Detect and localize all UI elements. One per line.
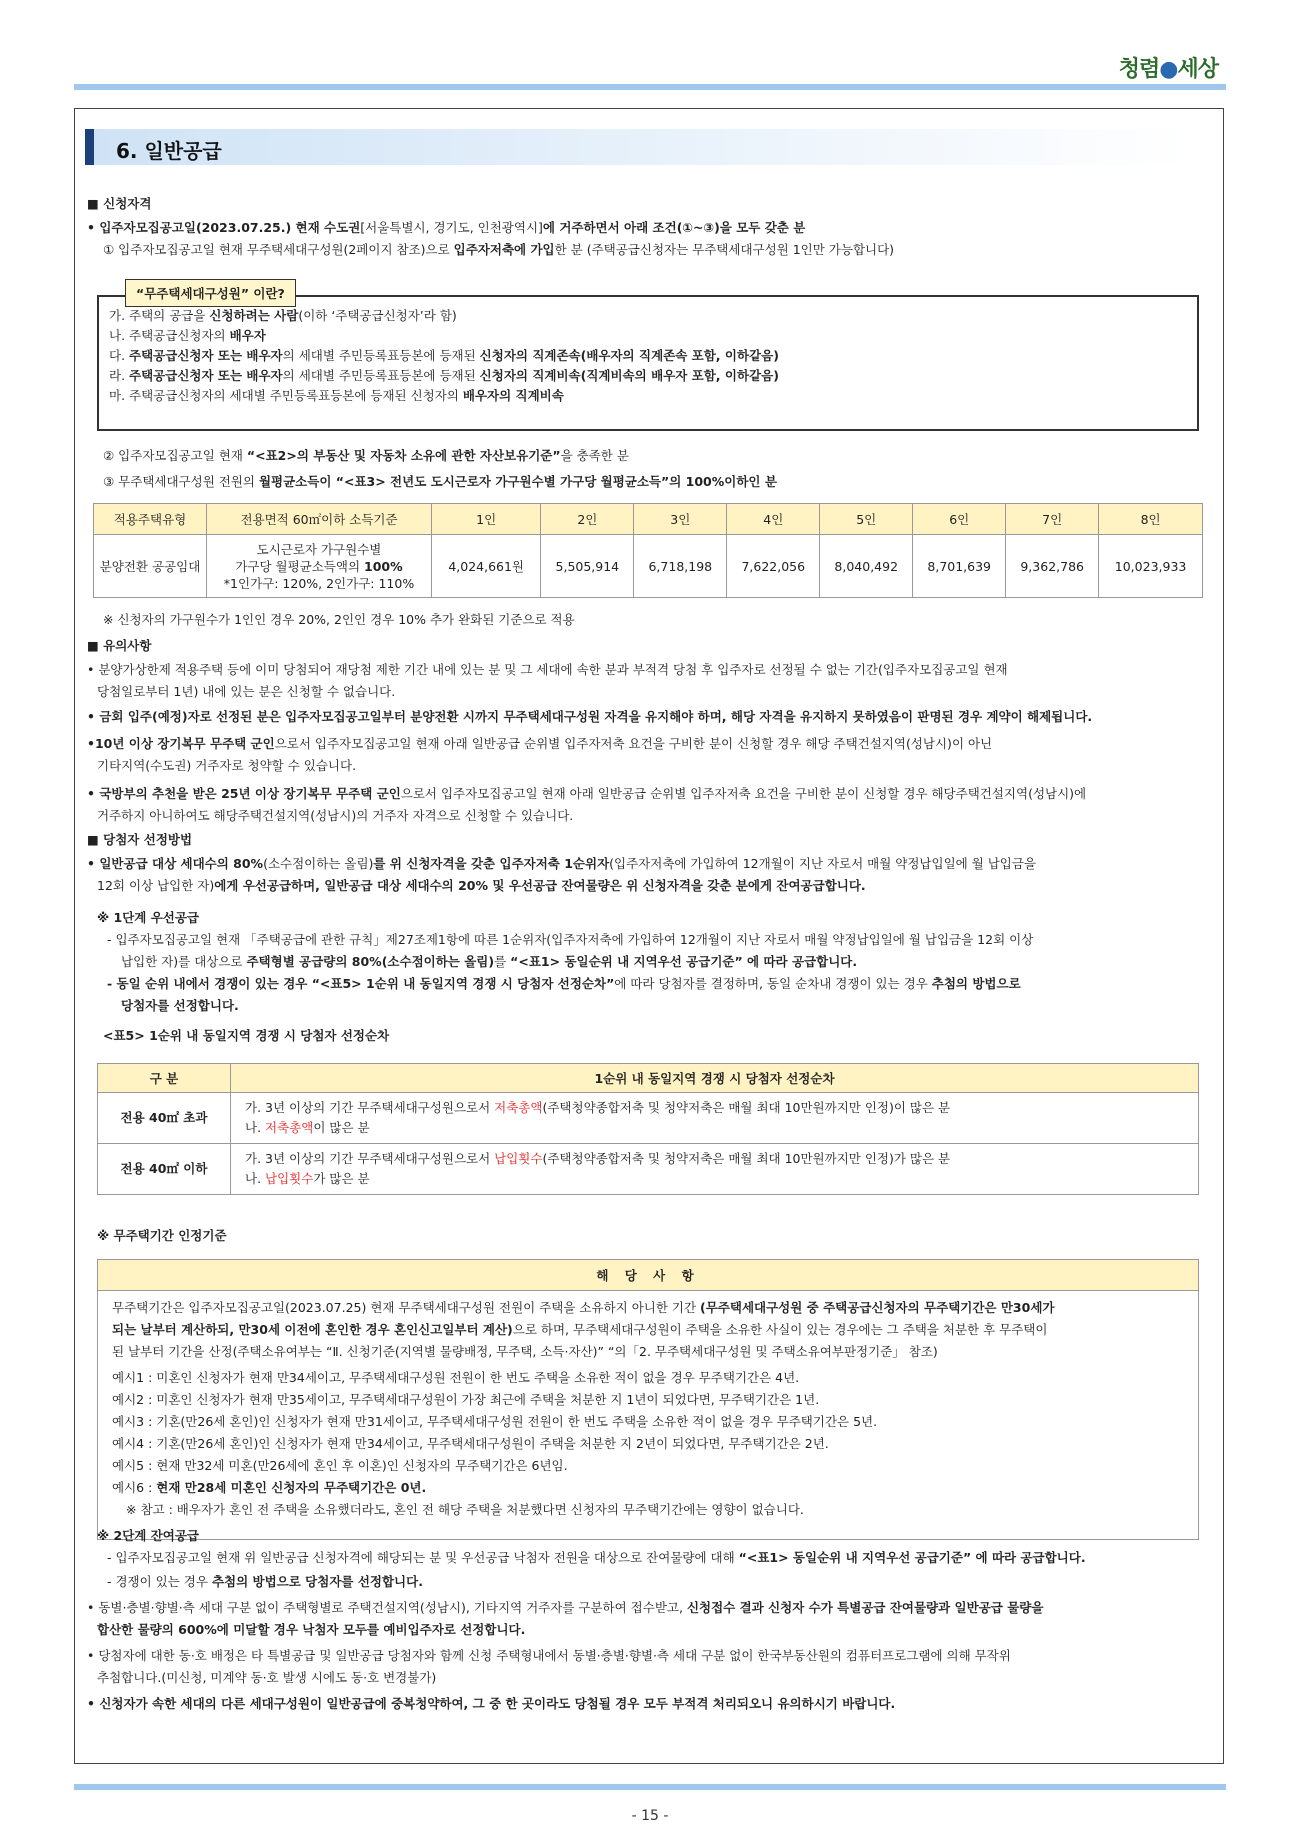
- nohouse-heading: ※ 무주택기간 인정기준: [97, 1228, 227, 1243]
- caution-p3: •10년 이상 장기복무 무주택 군인으로서 입주자모집공고일 현재 아래 일반공급 순위별 입주자저축 요건을 구비한 분이 신청할 경우 해당 주택건설지역(성남시)이 아닌: [87, 736, 993, 751]
- table5: 구 분 1순위 내 동일지역 경쟁 시 당첨자 선정순차 전용 40㎡ 초과 가. 3년 이상의 기간 무주택세대구성원으로서 저축총액(주택청약종합저축 및 청약저축은 매월 최대 10만원까지만 인정)이 많은 분 나. 저축총액이 많은 분 전용 40㎡ 이하 가. 3년 이상의 기간 무주택세대구성원으로서 납입횟수(주택청약종합저축 및 청약저축은 매월 최대 10만원까지만 인정)가 많은 분 나. 납입횟수가 많은 분: [97, 1063, 1199, 1195]
- condition-3: ③ 무주택세대구성원 전원의 월평균소득이 “<표3> 전년도 도시근로자 가구원수별 가구당 월평균소득”의 100%이하인 분: [103, 474, 777, 489]
- page-number: - 15 -: [631, 1808, 669, 1824]
- table5-caption: <표5> 1순위 내 동일지역 경쟁 시 당첨자 선정순차: [103, 1028, 390, 1043]
- footer-rule: [74, 1784, 1226, 1790]
- section-title-bar: [85, 129, 1191, 165]
- stage2-line: - 입주자모집공고일 현재 위 일반공급 신청자격에 해당되는 분 및 우선공급 낙첨자 전원을 대상으로 잔여물량에 대해 “<표1> 동일순위 내 지역우선 공급기준” 에 따라 공급합니다.: [107, 1550, 1086, 1565]
- caution-p1: • 분양가상한제 적용주택 등에 이미 당첨되어 재당첨 제한 기간 내에 있는 분 및 그 세대에 속한 분과 부적격 당첨 후 입주자로 선정될 수 없는 기간(입주자모집공고일 현재: [87, 662, 1008, 677]
- stage1-line: 납입한 자)를 대상으로 주택형별 공급량의 80%(소수점이하는 올림)를 “<표1> 동일순위 내 지역우선 공급기준” 에 따라 공급합니다.: [121, 954, 858, 969]
- stage2-heading: ※ 2단계 잔여공급: [97, 1528, 200, 1543]
- selection-p1: • 일반공급 대상 세대수의 80%(소수점이하는 올림)를 위 신청자격을 갖춘 입주자저축 1순위자(입주자저축에 가입하여 12개월이 지난 자로서 매월 약정납입일에 월 납입금을: [87, 856, 1037, 871]
- table-row: 분양전환 공공임대 도시근로자 가구원수별 가구당 월평균소득액의 100% *1인가구: 120%, 2인가구: 110% 4,024,661원 5,505,914 6,718,198 7,622,056 8,040,492 8,701,639 9,362,786 10,023,933: [94, 535, 1203, 598]
- stage1-line: - 입주자모집공고일 현재 「주택공급에 관한 규칙」제27조제1항에 따른 1순위자(입주자저축에 가입하여 12개월이 지난 자로서 매월 약정납입일에 월 납입금을 12회 이상: [107, 932, 1034, 947]
- selection-p2-cont: 합산한 물량의 600%에 미달할 경우 낙첨자 모두를 예비입주자로 선정합니다.: [97, 1622, 526, 1637]
- caution-p2: • 금회 입주(예정)자로 선정된 분은 입주자모집공고일부터 분양전환 시까지 무주택세대구성원 자격을 유지해야 하며, 해당 자격을 유지하지 못하였음이 판명된 경우 계약이 해제됩니다.: [87, 709, 1093, 724]
- selection-p1-cont: 12회 이상 납입한 자)에게 우선공급하며, 일반공급 대상 세대수의 20% 및 우선공급 잔여물량은 위 신청자격을 갖춘 분에게 잔여공급합니다.: [97, 878, 866, 893]
- qualification-heading: ■ 신청자격: [87, 196, 152, 211]
- stage1-line: - 동일 순위 내에서 경쟁이 있는 경우 “<표5> 1순위 내 동일지역 경쟁 시 당첨자 선정순차”에 따라 당첨자를 결정하며, 동일 순차내 경쟁이 있는 경우 추첨의 방법으로: [107, 976, 1021, 991]
- selection-p4: • 신청자가 속한 세대의 다른 세대구성원이 일반공급에 중복청약하여, 그 중 한 곳이라도 당첨될 경우 모두 부적격 처리되오니 유의하시기 바랍니다.: [87, 1696, 896, 1711]
- definition-item: 라. 주택공급신청자 또는 배우자의 세대별 주민등록표등본에 등재된 신청자의 직계비속(직계비속의 배우자 포함, 이하같음): [109, 368, 779, 383]
- stage2-line: - 경쟁이 있는 경우 추첨의 방법으로 당첨자를 선정합니다.: [107, 1574, 423, 1589]
- definition-label: “무주택세대구성원” 이란?: [125, 279, 296, 307]
- income-note: ※ 신청자의 가구원수가 1인인 경우 20%, 2인인 경우 10% 추가 완화된 기준으로 적용: [103, 612, 575, 627]
- definition-item: 나. 주택공급신청자의 배우자: [109, 328, 266, 343]
- selection-p3: • 당첨자에 대한 동·호 배정은 타 특별공급 및 일반공급 당첨자와 함께 신청 주택형내에서 동별·층별·향별·측 세대 구분 없이 한국부동산원의 컴퓨터프로그램에 의해 무작위: [87, 1648, 1011, 1663]
- caution-p4-cont: 거주하지 아니하여도 해당주택건설지역(성남시)의 거주자 자격으로 신청할 수 있습니다.: [97, 808, 574, 823]
- nohouse-table: 해 당 사 항 무주택기간은 입주자모집공고일(2023.07.25) 현재 무주택세대구성원 전원이 주택을 소유하지 아니한 기간 (무주택세대구성원 중 주택공급신청자의 무주택기간은 만30세가 되는 날부터 계산하되, 만30세 이전에 혼인한 경우 혼인신고일부터 계산)으로 하며, 무주택세대구성원이 주택을 소유한 사실이 있는 경우에는 그 주택을 처분한 후 무주택이 된 날부터 기간을 산정(주택소유여부는 “Ⅱ. 신청기준(지역별 물량배정, 무주택, 소득·자산)” “의「2. 무주택세대구성원 및 주택소유여부판정기준」 참조) 예시1 : 미혼인 신청자가 현재 만34세이고, 무주택세대구성원 전원이 한 번도 주택을 소유한 적이 없을 경우 무주택기간은 4년. 예시2 : 미혼인 신청자가 현재 만35세이고, 무주택세대구성원이 가장 최근에 주택을 처분한 지 1년이 되었다면, 무주택기간은 1년. 예시3 : 기혼(만26세 혼인)인 신청자가 현재 만31세이고, 무주택세대구성원 전원이 한 번도 주택을 소유한 적이 없을 경우 무주택기간은 5년. 예시4 : 기혼(만26세 혼인)인 신청자가 현재 만34세이고, 무주택세대구성원이 주택을 처분한 지 2년이 되었다면, 무주택기간은 2년. 예시5 : 현재 만32세 미혼(만26세에 혼인 후 이혼)인 신청자의 무주택기간은 6년임. 예시6 : 현재 만28세 미혼인 신청자의 무주택기간은 0년. ※ 참고 : 배우자가 혼인 전 주택을 소유했더라도, 혼인 전 해당 주택을 처분했다면 신청자의 무주택기간에는 영향이 없습니다.: [97, 1259, 1199, 1540]
- condition-1: ① 입주자모집공고일 현재 무주택세대구성원(2페이지 참조)으로 입주자저축에 가입한 분 (주택공급신청자는 무주택세대구성원 1인만 가능합니다): [103, 242, 895, 257]
- caution-heading: ■ 유의사항: [87, 638, 152, 653]
- caution-p4: • 국방부의 추천을 받은 25년 이상 장기복무 무주택 군인으로서 입주자모집공고일 현재 아래 일반공급 순위별 입주자저축 요건을 구비한 분이 신청할 경우 해당주택건설지역(성남시)에: [87, 786, 1087, 801]
- section-title: 6. 일반공급: [116, 139, 222, 163]
- caution-p3-cont: 기타지역(수도권) 거주자로 청약할 수 있습니다.: [97, 758, 357, 773]
- definition-item: 마. 주택공급신청자의 세대별 주민등록표등본에 등재된 신청자의 배우자의 직계비속: [109, 388, 564, 403]
- selection-heading: ■ 당첨자 선정방법: [87, 832, 193, 847]
- content-frame: [74, 108, 1224, 1764]
- condition-2: ② 입주자모집공고일 현재 “<표2>의 부동산 및 자동차 소유에 관한 자산보유기준”을 충족한 분: [103, 448, 629, 463]
- logo-mark-icon: ●: [1159, 57, 1178, 82]
- caution-p1-cont: 당첨일로부터 1년) 내에 있는 분은 신청할 수 없습니다.: [97, 684, 396, 699]
- income-table: 적용주택유형 전용면적 60㎡이하 소득기준 1인 2인 3인 4인 5인 6인 7인 8인 분양전환 공공임대 도시근로자 가구원수별 가구당 월평균소득액의 100% *1인가구: 120%, 2인가구: 110% 4,024,661원 5,505,914 6,718,198 7,622,056 8,040,492 8,701,639 9,362,786 10,023,933: [93, 503, 1203, 598]
- definition-item: 가. 주택의 공급을 신청하려는 사람(이하 ‘주택공급신청자’라 함): [109, 308, 457, 323]
- table-row: 전용 40㎡ 이하 가. 3년 이상의 기간 무주택세대구성원으로서 납입횟수(주택청약종합저축 및 청약저축은 매월 최대 10만원까지만 인정)가 많은 분 나. 납입횟수가 많은 분: [98, 1144, 1199, 1195]
- definition-item: 다. 주택공급신청자 또는 배우자의 세대별 주민등록표등본에 등재된 신청자의 직계존속(배우자의 직계존속 포함, 이하같음): [109, 348, 779, 363]
- selection-p2: • 동별·층별·향별·측 세대 구분 없이 주택형별로 주택건설지역(성남시), 기타지역 거주자를 구분하여 접수받고, 신청접수 결과 신청자 수가 특별공급 잔여물량과 일반공급 물량을: [87, 1600, 1044, 1615]
- logo: 청렴●세상: [1118, 57, 1218, 82]
- header-rule: [74, 84, 1226, 90]
- qualification-main: • 입주자모집공고일(2023.07.25.) 현재 수도권[서울특별시, 경기도, 인천광역시]에 거주하면서 아래 조건(①~③)을 모두 갖춘 분: [87, 220, 806, 235]
- stage1-line: 당첨자를 선정합니다.: [121, 998, 239, 1013]
- table-row: 전용 40㎡ 초과 가. 3년 이상의 기간 무주택세대구성원으로서 저축총액(주택청약종합저축 및 청약저축은 매월 최대 10만원까지만 인정)이 많은 분 나. 저축총액이 많은 분: [98, 1093, 1199, 1144]
- selection-p3-cont: 추첨합니다.(미신청, 미계약 동·호 발생 시에도 동·호 변경불가): [97, 1670, 437, 1685]
- stage1-heading: ※ 1단계 우선공급: [97, 910, 200, 925]
